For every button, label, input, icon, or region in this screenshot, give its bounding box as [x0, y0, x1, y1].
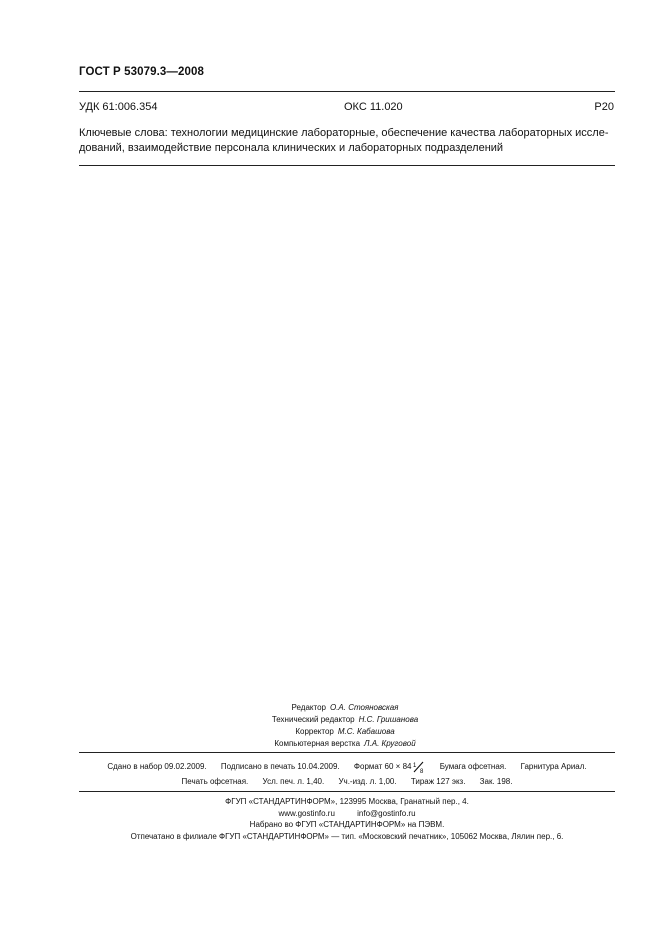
- udk-code: УДК 61:006.354: [79, 101, 158, 113]
- publisher-address: ФГУП «СТАНДАРТИНФОРМ», 123995 Москва, Гранатный пер., 4.: [225, 797, 469, 806]
- imprint-line: [79, 759, 615, 774]
- credit-layout: [220, 738, 470, 750]
- oks-code: ОКС 11.020: [344, 101, 403, 113]
- imprint-font: Гарнитура Ариал.: [520, 762, 587, 771]
- credit-corrector: [220, 726, 470, 738]
- keywords-paragraph: [79, 126, 615, 155]
- imprint-order: Зак. 198.: [479, 777, 513, 786]
- credit-name: Н.С. Гришанова: [358, 715, 419, 724]
- publisher-contacts: [79, 808, 615, 820]
- imprint-circulation: Тираж 127 экз.: [410, 777, 466, 786]
- imprint-paper: Бумага офсетная.: [439, 762, 507, 771]
- fraction-numerator: 1: [413, 762, 417, 769]
- credit-name: Л.А. Круговой: [364, 739, 416, 748]
- credit-label: Корректор: [295, 727, 334, 736]
- imprint-top-divider: [79, 752, 615, 753]
- credit-editor: [220, 702, 470, 714]
- classification-row: [79, 101, 614, 115]
- credit-name: М.С. Кабашова: [337, 727, 395, 736]
- imprint-line: [79, 774, 615, 789]
- credit-label: Компьютерная верстка: [274, 739, 361, 748]
- publisher-typeset-note: Набрано во ФГУП «СТАНДАРТИНФОРМ» на ПЭВМ.: [249, 820, 445, 829]
- publisher-email-link[interactable]: info@gostinfo.ru: [357, 808, 416, 818]
- publisher-info: [79, 796, 615, 842]
- editorial-credits: [220, 702, 470, 750]
- publisher-website-link[interactable]: www.gostinfo.ru: [278, 808, 335, 818]
- imprint-bottom-divider: [79, 791, 615, 792]
- credit-label: Технический редактор: [271, 715, 355, 724]
- publisher-printed-note: Отпечатано в филиале ФГУП «СТАНДАРТИНФОРМ» — тип. «Московский печатник», 105062 Москва, Лялин пер., 6.: [130, 831, 564, 841]
- fraction-denominator: 8: [420, 768, 424, 773]
- credit-name: О.А. Стояновская: [329, 703, 399, 712]
- format-text: Формат 60 × 84: [353, 762, 412, 771]
- fraction-glyph: [413, 761, 425, 773]
- header-divider: [79, 91, 615, 92]
- keywords-divider: [79, 165, 615, 166]
- credit-label: Редактор: [291, 703, 326, 712]
- imprint-print: Печать офсетная.: [181, 777, 249, 786]
- standard-number: ГОСТ Р 53079.3—2008: [79, 66, 204, 78]
- credit-tech-editor: [220, 714, 470, 726]
- imprint-signed-date: Подписано в печать 10.04.2009.: [220, 762, 340, 771]
- imprint-print-sheets: Усл. печ. л. 1,40.: [262, 777, 325, 786]
- print-imprint: [79, 759, 615, 789]
- imprint-format: [354, 762, 426, 771]
- keywords-line: Ключевые слова: технологии медицинские лабораторные, обеспечение качества лабораторных иссле-: [79, 127, 609, 139]
- keywords-line: дований, взаимодействие персонала клинических и лабораторных подразделений: [79, 141, 504, 154]
- group-code: Р20: [594, 101, 614, 113]
- imprint-typeset-date: Сдано в набор 09.02.2009.: [107, 762, 207, 771]
- imprint-pub-sheets: Уч.-изд. л. 1,00.: [338, 777, 397, 786]
